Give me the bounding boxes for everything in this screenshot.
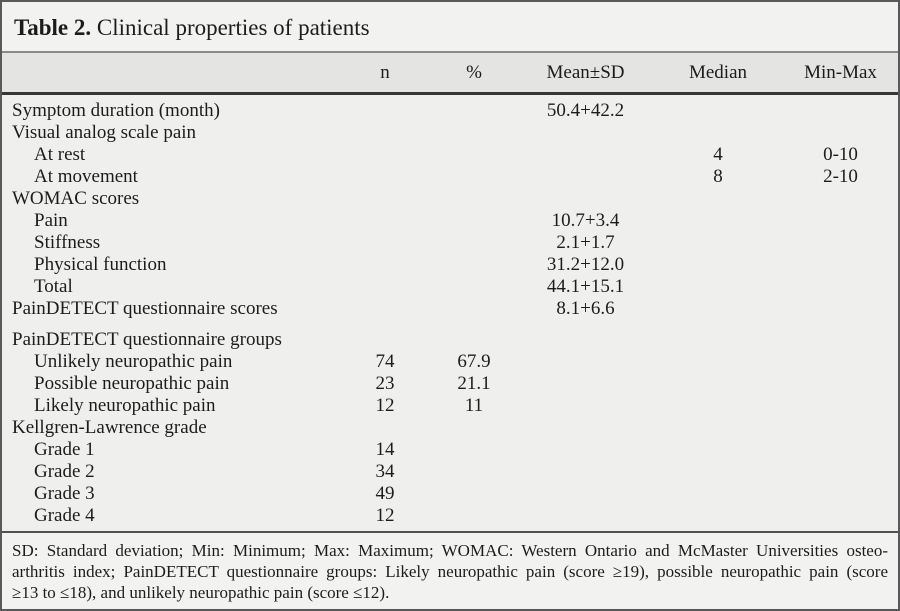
cell-min_max [783, 232, 898, 254]
cell-median [653, 188, 783, 210]
cell-mean_sd: 31.2+12.0 [546, 254, 625, 275]
cell-label: PainDETECT questionnaire scores [12, 298, 278, 319]
cell-label: Kellgren-Lawrence grade [12, 417, 207, 438]
cell-min_max [783, 461, 898, 483]
cell-median [653, 505, 783, 531]
cell-min_max [783, 351, 898, 373]
cell-n [340, 320, 430, 351]
cell-median [653, 254, 783, 276]
cell-median [653, 483, 783, 505]
cell-pct [430, 166, 518, 188]
cell-label: Grade 2 [34, 461, 95, 482]
table-title [2, 2, 898, 51]
footnote-line: ≥13 to ≤18), and unlikely neuropathic pain (score ≤12). [12, 583, 390, 602]
cell-min_max [783, 373, 898, 395]
cell-pct [430, 188, 518, 210]
cell-n [340, 298, 430, 320]
cell-n [340, 210, 430, 232]
table-number: Table 2. [14, 15, 92, 40]
cell-mean_sd: 2.1+1.7 [556, 232, 615, 253]
cell-n [340, 94, 430, 123]
cell-median [653, 232, 783, 254]
col-header-n: n [340, 52, 430, 94]
table-row [2, 483, 898, 505]
cell-label: Grade 1 [34, 439, 95, 460]
cell-min_max: 2-10 [823, 166, 858, 187]
cell-mean_sd: 44.1+15.1 [546, 276, 625, 297]
cell-label: Visual analog scale pain [12, 122, 197, 143]
cell-mean_sd [518, 439, 653, 461]
cell-n [340, 166, 430, 188]
cell-pct [430, 298, 518, 320]
cell-min_max [783, 188, 898, 210]
cell-label: Physical function [34, 254, 167, 275]
cell-median [653, 298, 783, 320]
table-row [2, 276, 898, 298]
cell-min_max [783, 254, 898, 276]
cell-n [340, 254, 430, 276]
col-header-mean-sd: Mean±SD [518, 52, 653, 94]
table-row [2, 351, 898, 373]
cell-n [340, 144, 430, 166]
table-row [2, 254, 898, 276]
cell-n [340, 276, 430, 298]
cell-n: 74 [375, 351, 395, 372]
cell-label: Pain [34, 210, 68, 231]
table-footnote [2, 531, 898, 603]
footnote-line: SD: Standard deviation; Min: Minimum; Max: Maximum; WOMAC: Western Ontario and McMaster Universities osteo- [12, 541, 888, 560]
footnote-line: arthritis index; PainDETECT questionnaire groups: Likely neuropathic pain (score ≥19), possible neuropathic pain (score [12, 562, 888, 581]
cell-n: 12 [375, 395, 395, 416]
cell-label: Grade 3 [34, 483, 95, 504]
cell-label: Total [34, 276, 73, 297]
cell-mean_sd [518, 188, 653, 210]
cell-mean_sd [518, 351, 653, 373]
cell-mean_sd: 8.1+6.6 [556, 298, 615, 319]
cell-label: Possible neuropathic pain [34, 373, 230, 394]
cell-pct [430, 254, 518, 276]
table-row [2, 188, 898, 210]
cell-label: Likely neuropathic pain [34, 395, 216, 416]
cell-pct [430, 483, 518, 505]
cell-n: 12 [375, 505, 395, 526]
cell-n: 49 [375, 483, 395, 504]
cell-label: WOMAC scores [12, 188, 140, 209]
cell-pct [430, 505, 518, 531]
cell-pct [430, 122, 518, 144]
table-row [2, 505, 898, 531]
cell-mean_sd [518, 417, 653, 439]
cell-pct: 21.1 [457, 373, 491, 394]
table-row [2, 461, 898, 483]
table-caption: Clinical properties of patients [96, 15, 370, 40]
table-row [2, 210, 898, 232]
clinical-properties-table [2, 51, 898, 531]
cell-mean_sd [518, 320, 653, 351]
cell-pct: 67.9 [457, 351, 491, 372]
cell-median [653, 439, 783, 461]
cell-min_max [783, 483, 898, 505]
cell-min_max [783, 395, 898, 417]
cell-mean_sd [518, 461, 653, 483]
cell-min_max [783, 505, 898, 531]
col-header-median: Median [653, 52, 783, 94]
col-header-pct: % [430, 52, 518, 94]
cell-pct [430, 144, 518, 166]
cell-min_max [783, 122, 898, 144]
cell-median [653, 351, 783, 373]
table-row [2, 298, 898, 320]
cell-label: At movement [34, 166, 138, 187]
cell-min_max: 0-10 [823, 144, 858, 165]
col-header-min-max: Min-Max [783, 52, 898, 94]
cell-mean_sd [518, 122, 653, 144]
cell-min_max [783, 417, 898, 439]
table-row [2, 122, 898, 144]
cell-pct [430, 232, 518, 254]
cell-min_max [783, 298, 898, 320]
cell-label: Unlikely neuropathic pain [34, 351, 233, 372]
cell-pct [430, 320, 518, 351]
cell-pct: 11 [464, 395, 484, 416]
cell-min_max [783, 210, 898, 232]
cell-label: Grade 4 [34, 505, 95, 526]
cell-mean_sd [518, 144, 653, 166]
cell-mean_sd [518, 505, 653, 531]
cell-median [653, 417, 783, 439]
cell-median: 4 [713, 144, 723, 165]
cell-median [653, 373, 783, 395]
cell-n [340, 417, 430, 439]
cell-mean_sd [518, 395, 653, 417]
table-row [2, 373, 898, 395]
table-row [2, 320, 898, 351]
cell-label: PainDETECT questionnaire groups [12, 329, 282, 350]
table-row [2, 439, 898, 461]
table-row [2, 395, 898, 417]
cell-mean_sd [518, 373, 653, 395]
col-header-label [2, 52, 340, 94]
table-body [2, 94, 898, 532]
table-row [2, 94, 898, 123]
cell-min_max [783, 439, 898, 461]
cell-n [340, 122, 430, 144]
cell-mean_sd: 10.7+3.4 [551, 210, 620, 231]
cell-n: 34 [375, 461, 395, 482]
cell-label: Stiffness [34, 232, 101, 253]
cell-min_max [783, 320, 898, 351]
cell-pct [430, 439, 518, 461]
cell-n: 23 [375, 373, 395, 394]
table-row [2, 417, 898, 439]
cell-median [653, 122, 783, 144]
cell-pct [430, 461, 518, 483]
cell-median [653, 461, 783, 483]
table-row [2, 144, 898, 166]
cell-pct [430, 210, 518, 232]
cell-n [340, 232, 430, 254]
cell-n [340, 188, 430, 210]
cell-min_max [783, 276, 898, 298]
cell-median [653, 395, 783, 417]
cell-median [653, 94, 783, 123]
cell-min_max [783, 94, 898, 123]
cell-median [653, 320, 783, 351]
cell-label: Symptom duration (month) [12, 100, 220, 121]
table-row [2, 166, 898, 188]
cell-median [653, 276, 783, 298]
table-header [2, 52, 898, 94]
cell-pct [430, 94, 518, 123]
cell-pct [430, 417, 518, 439]
cell-median: 8 [713, 166, 723, 187]
cell-n: 14 [375, 439, 395, 460]
cell-label: At rest [34, 144, 86, 165]
cell-mean_sd [518, 166, 653, 188]
cell-mean_sd [518, 483, 653, 505]
table-row [2, 232, 898, 254]
cell-mean_sd: 50.4+42.2 [546, 100, 625, 121]
header-row [2, 52, 898, 94]
cell-pct [430, 276, 518, 298]
cell-median [653, 210, 783, 232]
